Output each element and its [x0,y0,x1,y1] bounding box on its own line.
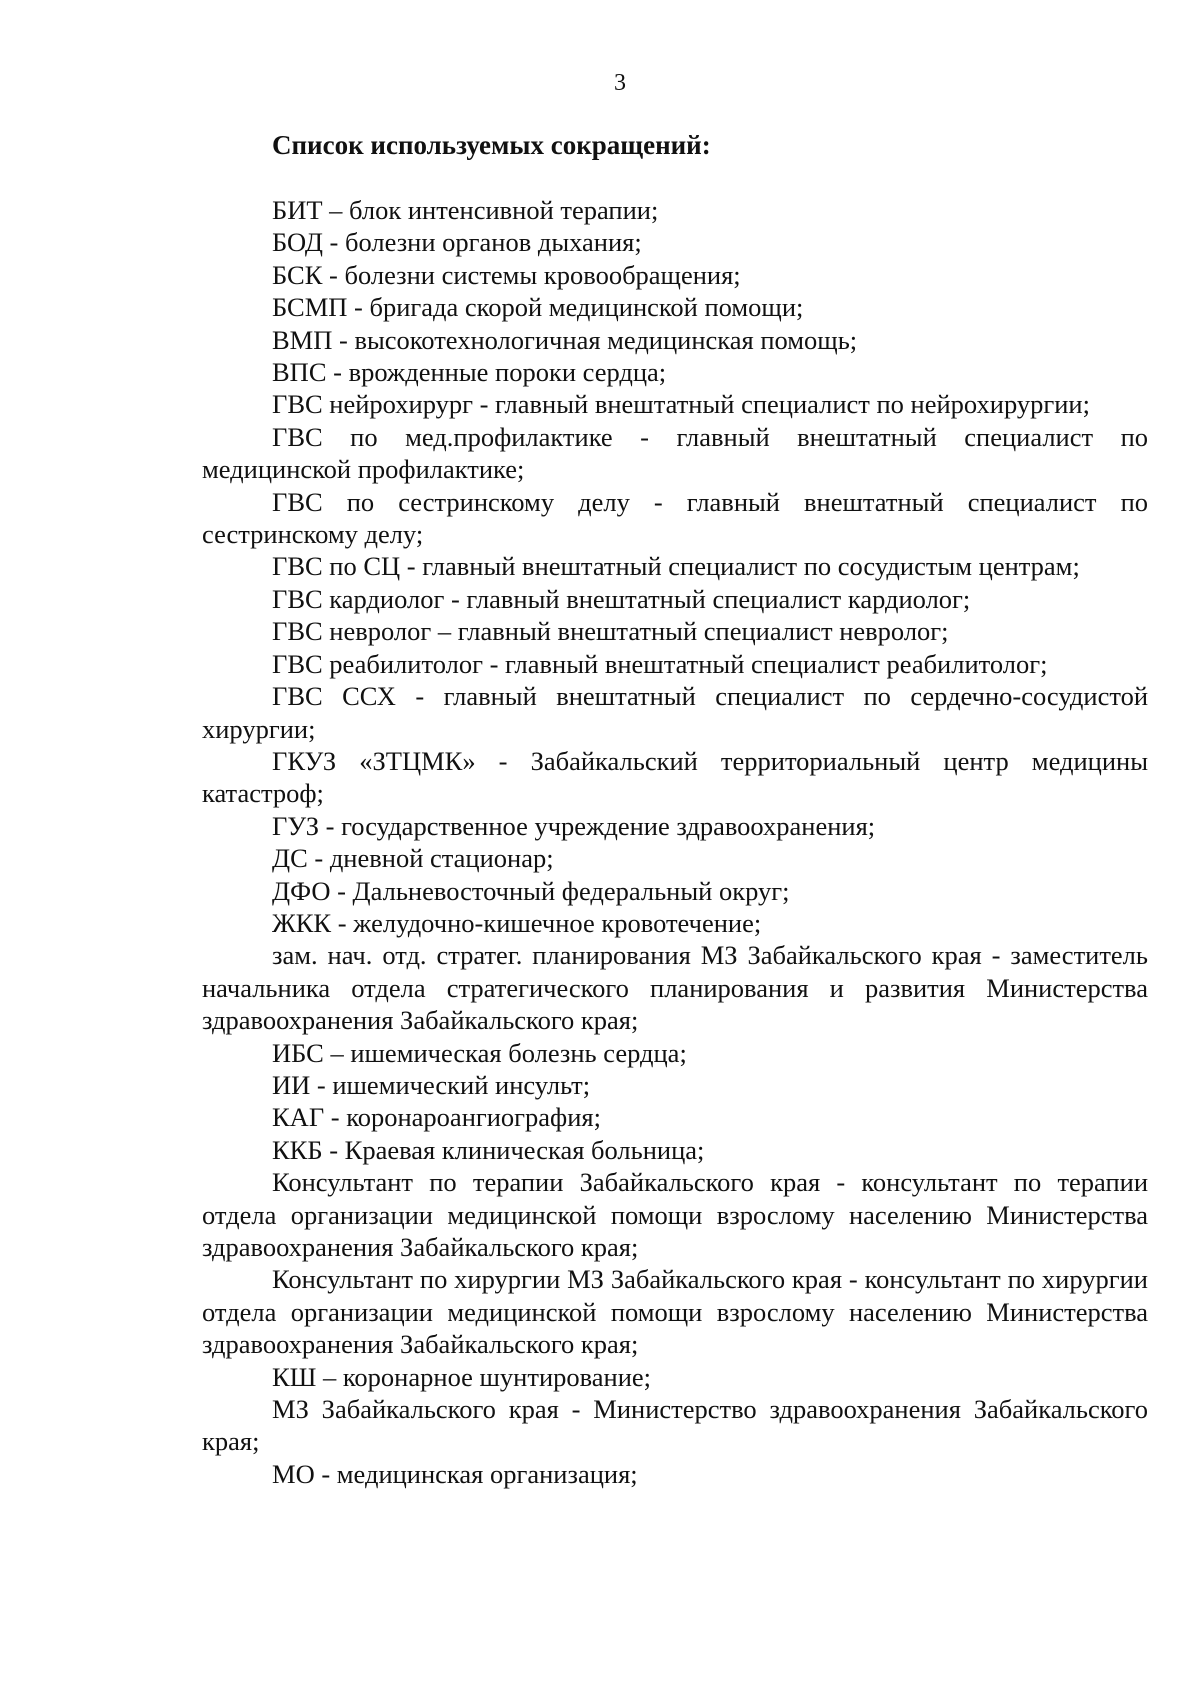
abbreviation-entry-ibs: ИБС – ишемическая болезнь сердца; [272,1037,687,1068]
abbreviation-entry-vmp: ВМП - высокотехнологичная медицинская помощь; [272,324,858,355]
abbreviation-list [202,194,1148,1490]
abbreviation-entry-bod: БОД - болезни органов дыхания; [272,227,642,258]
abbreviation-entry-bsmp: БСМП - бригада скорой медицинской помощи; [272,292,804,323]
abbreviation-entry-surgery-consultant: Консультант по хирургии МЗ Забайкальского края - консультант по хирургии отдела организации медицинской помощи взрослому населению Министерства здравоохранения Забайкальского края; [202,1264,1148,1360]
abbreviation-entry-zhkk: ЖКК - желудочно-кишечное кровотечение; [272,907,762,938]
abbreviation-entry-bit: БИТ – блок интенсивной терапии; [272,195,659,225]
abbreviation-entry-guz: ГУЗ - государственное учреждение здравоохранения; [272,810,876,841]
abbreviation-entry-gvs-vascular-centers: ГВС по СЦ - главный внештатный специалист по сосудистым центрам; [272,551,1080,582]
abbreviation-entry-vps: ВПС - врожденные пороки сердца; [272,357,667,388]
page-title: Список используемых сокращений: [272,130,711,160]
abbreviation-entry-therapy-consultant: Консультант по терапии Забайкальского края - консультант по терапии отдела организации медицинской помощи взрослому населению Министерства здравоохранения Забайкальского края; [202,1167,1148,1262]
abbreviation-entry-deputy-head-planning: зам. нач. отд. стратег. планирования МЗ Забайкальского края - заместитель начальника отдела стратегического планирования и развития Министерства здравоохранения Забайкальского края; [202,940,1148,1036]
abbreviation-entry-dfo: ДФО - Дальневосточный федеральный округ; [272,875,790,906]
abbreviation-entry-ds: ДС - дневной стационар; [272,843,554,874]
abbreviation-entry-mo: МО - медицинская организация; [272,1458,638,1489]
abbreviation-entry-gvs-prophylaxis: ГВС по мед.профилактике - главный внештатный специалист по медицинской профилактике; [202,421,1148,485]
abbreviation-entry-gkuz-ztcmk: ГКУЗ «ЗТЦМК» - Забайкальский территориальный центр медицины катастроф; [202,745,1148,809]
abbreviation-entry-gvs-neurologist: ГВС невролог – главный внештатный специалист невролог; [272,616,949,647]
abbreviation-entry-kkb: ККБ - Краевая клиническая больница; [272,1134,705,1165]
abbreviation-entry-gvs-cardiologist: ГВС кардиолог - главный внештатный специалист кардиолог; [272,583,971,614]
abbreviation-entry-gvs-rehabilitologist: ГВС реабилитолог - главный внештатный специалист реабилитолог; [272,648,1048,679]
abbreviation-entry-mz: МЗ Забайкальского края - Министерство здравоохранения Забайкальского края; [202,1394,1148,1457]
abbreviation-entry-kag: КАГ - коронароангиография; [272,1102,601,1133]
page-number: 3 [614,70,626,96]
abbreviation-entry-gvs-nursing: ГВС по сестринскому делу - главный внештатный специалист по сестринскому делу; [202,486,1148,550]
abbreviation-entry-gvs-neurosurgeon: ГВС нейрохирург - главный внештатный специалист по нейрохирургии; [272,389,1090,420]
abbreviation-entry-ksh: КШ – коронарное шунтирование; [272,1361,652,1392]
abbreviation-entry-gvs-ssh: ГВС ССХ - главный внештатный специалист по сердечно-сосудистой хирургии; [202,681,1148,744]
abbreviation-entry-ii: ИИ - ишемический инсульт; [272,1069,591,1100]
abbreviation-entry-bsk: БСК - болезни системы кровообращения; [272,259,741,290]
